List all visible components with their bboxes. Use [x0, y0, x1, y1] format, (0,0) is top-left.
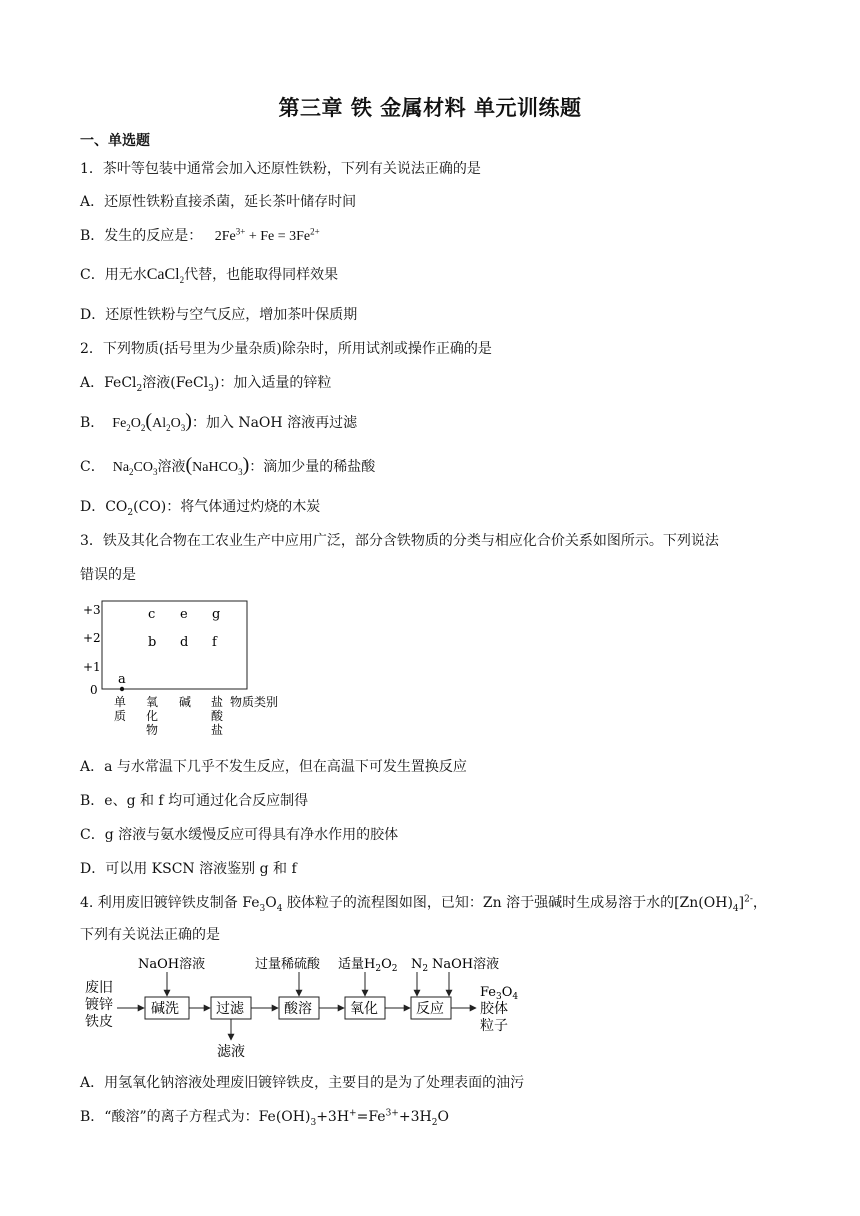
q2-stem: 2．下列物质(括号里为少量杂质)除杂时，所用试剂或操作正确的是 [80, 341, 492, 357]
q2-option-c-formula: $Na_2CO_3$ [112, 460, 158, 477]
q4-stem-line1: 4. 利用废旧镀锌铁皮制备 $Fe_3O_4$ 胶体粒子的流程图如图，已知：Zn 溶于强碱时生成易溶于水的$[Zn(OH)_4]^{2-}$， [80, 894, 767, 914]
q4-stem-line2: 下列有关说法正确的是 [80, 927, 220, 943]
q1-option-c: C．用无水CaCl$_2$代替，也能取得同样效果 [80, 266, 339, 286]
x-cat-base: 碱 [179, 695, 192, 709]
svg-text:酸溶: 酸溶 [284, 1001, 312, 1017]
flow-product-formula: $Fe_3O_4$ [480, 985, 519, 1002]
q3-option-d: D．可以用 KSCN 溶液鉴别 g 和 f [80, 861, 297, 877]
q1-option-d: D．还原性铁粉与空气反应，增加茶叶保质期 [80, 307, 358, 323]
flow-reagent-naoh: NaOH溶液 [138, 957, 206, 972]
point-f: f [212, 635, 217, 650]
q3-option-c: C．g 溶液与氨水缓慢反应可得具有净水作用的胶体 [80, 827, 399, 843]
q3-stem-line2: 错误的是 [80, 567, 136, 583]
flow-product-line2: 粒子 [480, 1018, 508, 1034]
svg-text:碱洗: 碱洗 [151, 1001, 179, 1017]
q3-option-b: B．e、g 和 f 均可通过化合反应制得 [80, 793, 309, 809]
q1-option-a: A．还原性铁粉直接杀菌，延长茶叶储存时间 [80, 194, 357, 210]
svg-text:氧化: 氧化 [350, 1001, 378, 1017]
flow-filtrate: 滤液 [217, 1044, 245, 1060]
flow-reagent-h2so4: 过量稀硫酸 [255, 957, 321, 972]
flow-product-line1: 胶体 [480, 1001, 508, 1017]
flow-start-line1: 废旧 [85, 980, 113, 996]
q2-option-b: B． $Fe_2O_2(Al_2O_3)$：加入 NaOH 溶液再过滤 [80, 410, 358, 433]
q1-option-b-equation: $2Fe^{3+} + Fe = 3Fe^{2+}$ [214, 226, 320, 244]
section-heading: 一、单选题 [80, 133, 150, 149]
flow-reagent-n2: $N_2$ [411, 957, 429, 974]
x-cat-elemental-2: 质 [114, 709, 127, 723]
svg-text:过滤: 过滤 [216, 1001, 244, 1017]
q4-flowchart [80, 950, 540, 1062]
y-label-zero: 0 [90, 683, 98, 697]
flow-start-line3: 铁皮 [85, 1014, 113, 1030]
q3-option-a: A．a 与水常温下几乎不发生反应，但在高温下可发生置换反应 [80, 759, 467, 775]
q3-valence-figure [80, 596, 300, 746]
point-a: a [118, 672, 126, 687]
y-label-plus3: +3 [83, 603, 101, 617]
point-c: c [148, 607, 156, 622]
x-cat-oxide-3: 物 [146, 723, 159, 737]
q1-option-b-label: B．发生的反应是： [80, 228, 203, 244]
q2-option-d: D．$CO_2(CO)$：将气体通过灼烧的木炭 [80, 499, 321, 518]
point-d: d [180, 635, 189, 650]
q1-option-b [80, 225, 320, 245]
q2-option-a: A．FeCl$_2$溶液(FeCl$_3$)：加入适量的锌粒 [80, 375, 332, 394]
point-a-dot [120, 687, 124, 691]
y-label-plus2: +2 [83, 631, 101, 645]
flow-reagent-h2o2: 适量$H_2O_2$ [338, 957, 398, 974]
q4-option-b: B．“酸溶”的离子方程式为：$Fe(OH)_3+3H^+=Fe^{3+}+3H_2O$ [80, 1108, 449, 1128]
x-cat-oxide-2: 化 [146, 709, 159, 723]
q1-stem: 1．茶叶等包装中通常会加入还原性铁粉，下列有关说法正确的是 [80, 161, 481, 177]
x-cat-salt-1: 盐 [211, 695, 224, 709]
point-b: b [148, 635, 157, 650]
x-cat-salt-2: 酸 [211, 709, 224, 723]
x-axis-title: 物质类别 [230, 695, 279, 709]
x-cat-elemental-1: 单 [114, 695, 127, 709]
q4-option-a: A．用氢氧化钠溶液处理废旧镀锌铁皮，主要目的是为了处理表面的油污 [80, 1075, 525, 1091]
page-title: 第三章 铁 金属材料 单元训练题 [278, 96, 582, 120]
q2-option-b-formula: $Fe_2O_2(Al_2O_3)$ [112, 410, 192, 433]
point-g: g [212, 607, 221, 622]
flow-reagent-naoh-2: NaOH溶液 [432, 957, 500, 972]
x-cat-oxide-1: 氧 [146, 695, 159, 709]
svg-text:反应: 反应 [416, 1001, 444, 1017]
q2-option-c: C． $Na_2CO_3$溶液(NaHCO$_3$)：滴加少量的稀盐酸 [80, 454, 376, 477]
x-cat-salt-3: 盐 [211, 723, 224, 737]
q1-option-c-formula: CaCl$_2$ [146, 266, 185, 286]
flow-start-line2: 镀锌 [85, 997, 113, 1013]
q3-stem-line1: 3．铁及其化合物在工农业生产中应用广泛，部分含铁物质的分类与相应化合价关系如图所示。下列说法 [80, 533, 719, 549]
y-label-plus1: +1 [83, 660, 101, 674]
point-e: e [180, 607, 188, 622]
